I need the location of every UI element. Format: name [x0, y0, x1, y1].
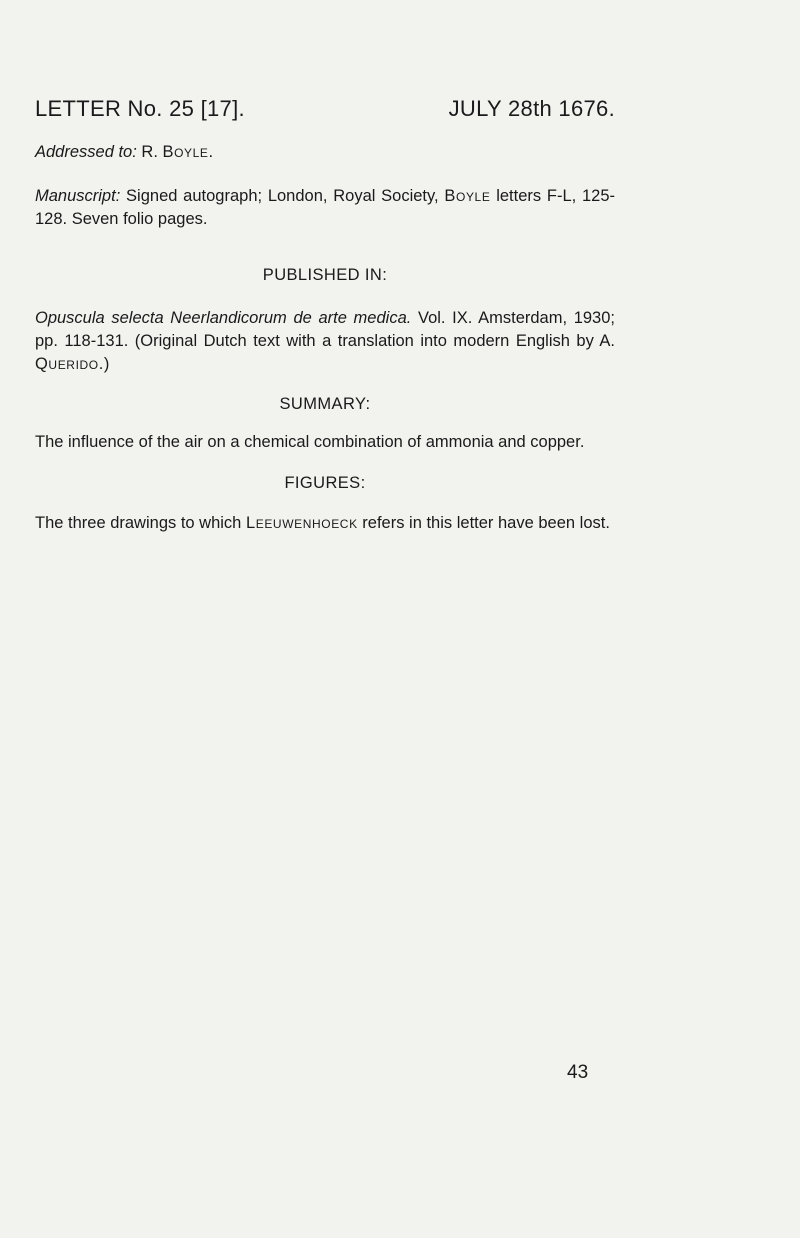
manuscript-name: Boyle	[444, 187, 491, 205]
published-close: )	[103, 355, 110, 373]
manuscript-text-after: letters F-L, 125-128. Seven folio pages.	[35, 187, 615, 228]
manuscript-text-before: Signed autograph; London, Royal Society,	[126, 187, 439, 205]
figures-name: Leeuwenhoeck	[245, 514, 358, 532]
summary-heading: SUMMARY:	[279, 395, 371, 413]
addressed-name: Boyle.	[162, 143, 214, 161]
letter-number: LETTER No. 25 [17].	[35, 96, 245, 121]
figures-text-after: refers in this letter have been lost.	[362, 514, 610, 532]
summary-paragraph: The influence of the air on a chemical combination of ammonia and copper.	[35, 433, 585, 451]
figures-heading: FIGURES:	[284, 474, 366, 492]
page-header	[35, 96, 615, 122]
published-heading: PUBLISHED IN:	[262, 266, 388, 284]
manuscript-paragraph	[35, 185, 615, 231]
addressed-label: Addressed to:	[35, 143, 137, 161]
addressed-line	[35, 141, 615, 164]
published-text: Vol. IX. Amsterdam, 1930; pp. 118-131. (Original Dutch text with a translation into modern English by A.	[35, 309, 615, 350]
figures-text-before: The three drawings to which	[35, 514, 242, 532]
published-translator: Querido.	[35, 355, 104, 373]
addressed-prefix: R.	[141, 143, 158, 161]
published-paragraph	[35, 307, 615, 376]
published-title: Opuscula selecta Neerlandicorum de arte medica.	[35, 309, 412, 327]
letter-date: JULY 28th 1676.	[448, 96, 615, 121]
manuscript-label: Manuscript:	[35, 187, 121, 205]
figures-paragraph	[35, 512, 615, 535]
page-number: 43	[567, 1062, 589, 1083]
